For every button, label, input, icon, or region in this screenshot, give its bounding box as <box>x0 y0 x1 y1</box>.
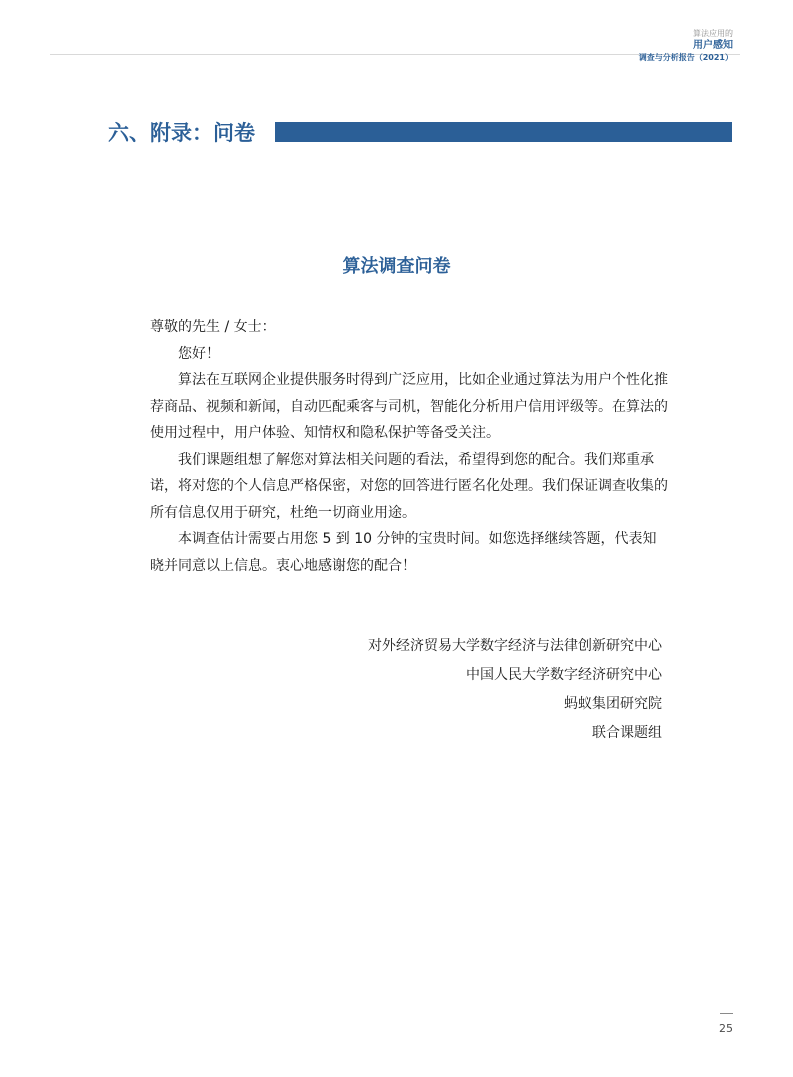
signature-line: 中国人民大学数字经济研究中心 <box>466 667 662 683</box>
header-small-text: 算法应用的 <box>693 29 733 38</box>
header-main-title: 用户感知 <box>693 40 733 51</box>
report-header <box>639 28 733 63</box>
page-number: 25 <box>719 1022 733 1035</box>
greeting: 尊敬的先生 / 女士： <box>150 319 276 335</box>
survey-title: 算法调查问卷 <box>342 256 451 277</box>
survey-intro <box>150 314 670 579</box>
signature-line: 联合课题组 <box>592 725 662 741</box>
hello-line: 您好！ <box>178 345 220 362</box>
signature-line: 蚂蚁集团研究院 <box>564 696 662 712</box>
header-rule <box>50 54 740 55</box>
signature-line: 对外经济贸易大学数字经济与法律创新研究中心 <box>368 638 662 654</box>
footer-rule <box>720 1013 733 1014</box>
intro-paragraph-3: 本调查估计需要占用您 5 到 10 分钟的宝贵时间。如您选择继续答题，代表知晓并同意以上信息。衷心地感谢您的配合！ <box>150 531 657 574</box>
section-title: 六、附录：问卷 <box>108 121 255 145</box>
intro-paragraph-1: 算法在互联网企业提供服务时得到广泛应用，比如企业通过算法为用户个性化推荐商品、视频和新闻，自动匹配乘客与司机，智能化分析用户信用评级等。在算法的使用过程中，用户体验、知情权和隐私保护等备受关注。 <box>150 372 668 441</box>
section-title-bar <box>275 122 732 142</box>
header-subtitle: 调查与分析报告（2021） <box>638 53 733 62</box>
signature-block <box>368 632 662 748</box>
intro-paragraph-2: 我们课题组想了解您对算法相关问题的看法，希望得到您的配合。我们郑重承诺，将对您的个人信息严格保密，对您的回答进行匿名化处理。我们保证调查收集的所有信息仅用于研究，杜绝一切商业用途。 <box>150 451 668 521</box>
